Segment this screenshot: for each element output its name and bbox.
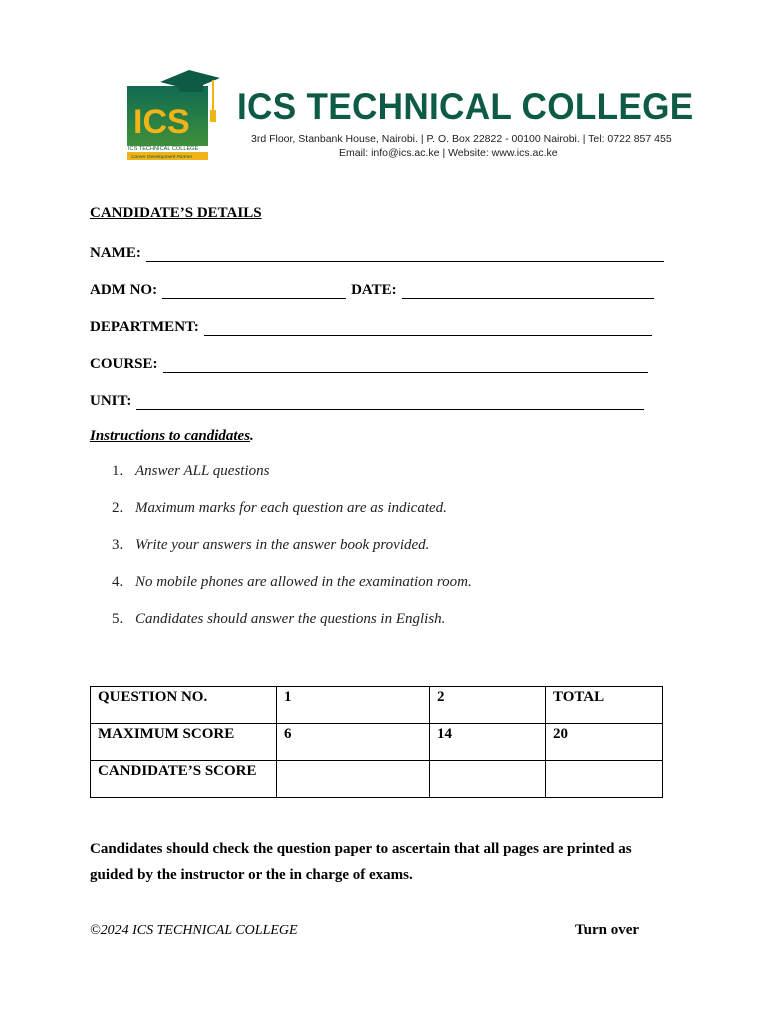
date-label: DATE: bbox=[351, 282, 397, 298]
instruction-number: 2. bbox=[112, 500, 124, 516]
course-blank[interactable] bbox=[163, 358, 648, 373]
table-cell: 6 bbox=[277, 724, 430, 761]
score-entry-cell[interactable] bbox=[546, 761, 663, 798]
name-label: NAME: bbox=[90, 245, 141, 261]
table-cell: 2 bbox=[430, 687, 546, 724]
instruction-text: Candidates should answer the questions in English. bbox=[135, 611, 446, 627]
unit-field bbox=[90, 390, 649, 410]
table-cell: TOTAL bbox=[546, 687, 663, 724]
instructions-heading-text: Instructions to candidates bbox=[90, 428, 251, 444]
candidate-details-title: CANDIDATE’S DETAILS bbox=[90, 205, 262, 221]
instruction-number: 1. bbox=[112, 463, 124, 479]
table-row bbox=[91, 761, 663, 798]
instruction-item bbox=[112, 537, 672, 574]
instruction-item bbox=[112, 500, 672, 537]
logo-tagline: Career Development Partner bbox=[131, 155, 193, 160]
instruction-item bbox=[112, 463, 672, 500]
table-cell: QUESTION NO. bbox=[91, 687, 277, 724]
score-entry-cell[interactable] bbox=[277, 761, 430, 798]
instruction-item bbox=[112, 574, 672, 611]
turn-over-label: Turn over bbox=[575, 922, 640, 938]
instruction-text: No mobile phones are allowed in the examination room. bbox=[135, 574, 472, 590]
department-field bbox=[90, 316, 657, 336]
course-field bbox=[90, 353, 653, 373]
date-blank[interactable] bbox=[402, 284, 654, 299]
unit-blank[interactable] bbox=[136, 395, 644, 410]
table-cell: MAXIMUM SCORE bbox=[91, 724, 277, 761]
course-label: COURSE: bbox=[90, 356, 158, 372]
table-cell: 20 bbox=[546, 724, 663, 761]
table-cell: CANDIDATE’S SCORE bbox=[91, 761, 277, 798]
table-cell: 1 bbox=[277, 687, 430, 724]
name-field bbox=[90, 242, 669, 262]
instructions-heading bbox=[90, 428, 254, 445]
table-row bbox=[91, 687, 663, 724]
unit-label: UNIT: bbox=[90, 393, 132, 409]
name-blank[interactable] bbox=[146, 247, 664, 262]
score-entry-cell[interactable] bbox=[430, 761, 546, 798]
instruction-number: 4. bbox=[112, 574, 124, 590]
instruction-item bbox=[112, 611, 672, 648]
contact-address: 3rd Floor, Stanbank House, Nairobi. | P. O. Box 22822 - 00100 Nairobi. | Tel: 0722 857 455 bbox=[251, 133, 672, 145]
adm-blank[interactable] bbox=[162, 284, 346, 299]
department-label: DEPARTMENT: bbox=[90, 319, 199, 335]
contact-email-website: Email: info@ics.ac.ke | Website: www.ics.ac.ke bbox=[339, 147, 558, 159]
instruction-text: Maximum marks for each question are as indicated. bbox=[135, 500, 447, 516]
score-table bbox=[90, 686, 663, 798]
instruction-number: 3. bbox=[112, 537, 124, 553]
logo-subtext: ICS TECHNICAL COLLEGE bbox=[128, 146, 199, 152]
college-name: ICS TECHNICAL COLLEGE bbox=[237, 86, 694, 127]
department-blank[interactable] bbox=[204, 321, 652, 336]
instructions-heading-suffix: . bbox=[250, 428, 254, 444]
copyright: ©2024 ICS TECHNICAL COLLEGE bbox=[90, 923, 298, 938]
adm-date-field bbox=[90, 279, 659, 299]
college-logo bbox=[127, 68, 223, 164]
instruction-text: Answer ALL questions bbox=[135, 463, 270, 479]
page-check-note: Candidates should check the question paper to ascertain that all pages are printed as guided by the instructor or the in charge of exams. bbox=[90, 841, 632, 883]
adm-label: ADM NO: bbox=[90, 282, 158, 298]
instruction-number: 5. bbox=[112, 611, 124, 627]
instruction-text: Write your answers in the answer book provided. bbox=[135, 537, 430, 553]
table-row bbox=[91, 724, 663, 761]
logo-text: ICS bbox=[133, 103, 190, 141]
instructions-list bbox=[112, 463, 672, 648]
table-cell: 14 bbox=[430, 724, 546, 761]
